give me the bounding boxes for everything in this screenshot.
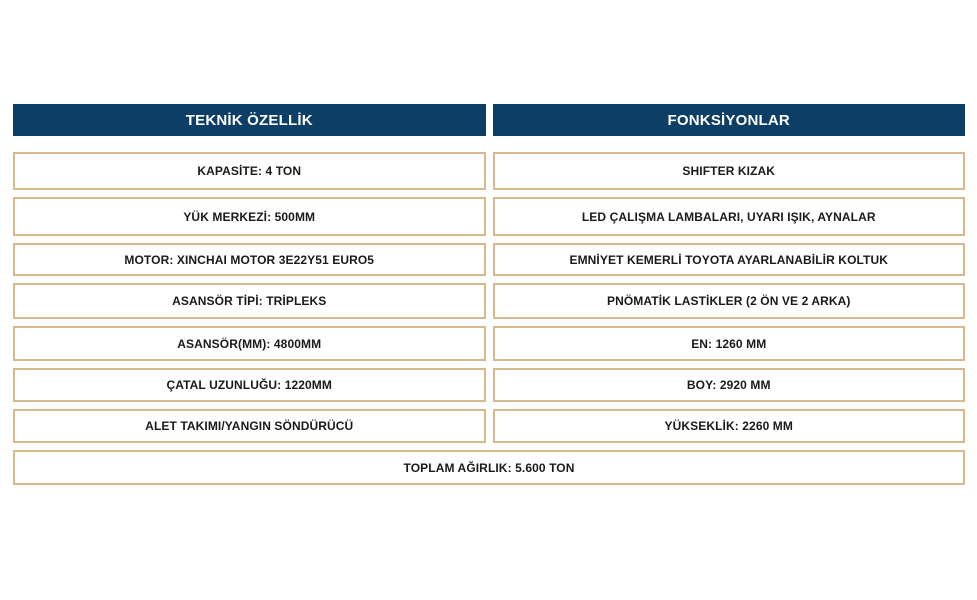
table-row xyxy=(13,326,965,361)
spec-cell: ÇATAL UZUNLUĞU: 1220MM xyxy=(13,368,486,402)
spec-cell: ASANSÖR TİPİ: TRİPLEKS xyxy=(13,283,486,319)
table-row xyxy=(13,409,965,443)
table-row xyxy=(13,283,965,319)
spec-cell: ASANSÖR(MM): 4800MM xyxy=(13,326,486,361)
spec-cell: MOTOR: XINCHAI MOTOR 3E22Y51 EURO5 xyxy=(13,243,486,276)
table-body xyxy=(13,152,965,485)
function-cell: YÜKSEKLİK: 2260 MM xyxy=(493,409,966,443)
total-weight-cell: TOPLAM AĞIRLIK: 5.600 TON xyxy=(13,450,965,485)
table-row xyxy=(13,368,965,402)
table-row xyxy=(13,152,965,190)
spec-table xyxy=(13,104,965,492)
total-weight-row xyxy=(13,450,965,485)
function-cell: PNÖMATİK LASTİKLER (2 ÖN VE 2 ARKA) xyxy=(493,283,966,319)
function-cell: EN: 1260 MM xyxy=(493,326,966,361)
function-cell: LED ÇALIŞMA LAMBALARI, UYARI IŞIK, AYNALAR xyxy=(493,197,966,236)
table-row xyxy=(13,243,965,276)
header-functions: FONKSİYONLAR xyxy=(493,104,966,136)
header-technical-specs: TEKNİK ÖZELLİK xyxy=(13,104,486,136)
function-cell: EMNİYET KEMERLİ TOYOTA AYARLANABİLİR KOLTUK xyxy=(493,243,966,276)
spec-cell: KAPASİTE: 4 TON xyxy=(13,152,486,190)
table-row xyxy=(13,197,965,236)
table-header xyxy=(13,104,965,136)
spec-cell: YÜK MERKEZİ: 500MM xyxy=(13,197,486,236)
function-cell: BOY: 2920 MM xyxy=(493,368,966,402)
spec-cell: ALET TAKIMI/YANGIN SÖNDÜRÜCÜ xyxy=(13,409,486,443)
function-cell: SHIFTER KIZAK xyxy=(493,152,966,190)
